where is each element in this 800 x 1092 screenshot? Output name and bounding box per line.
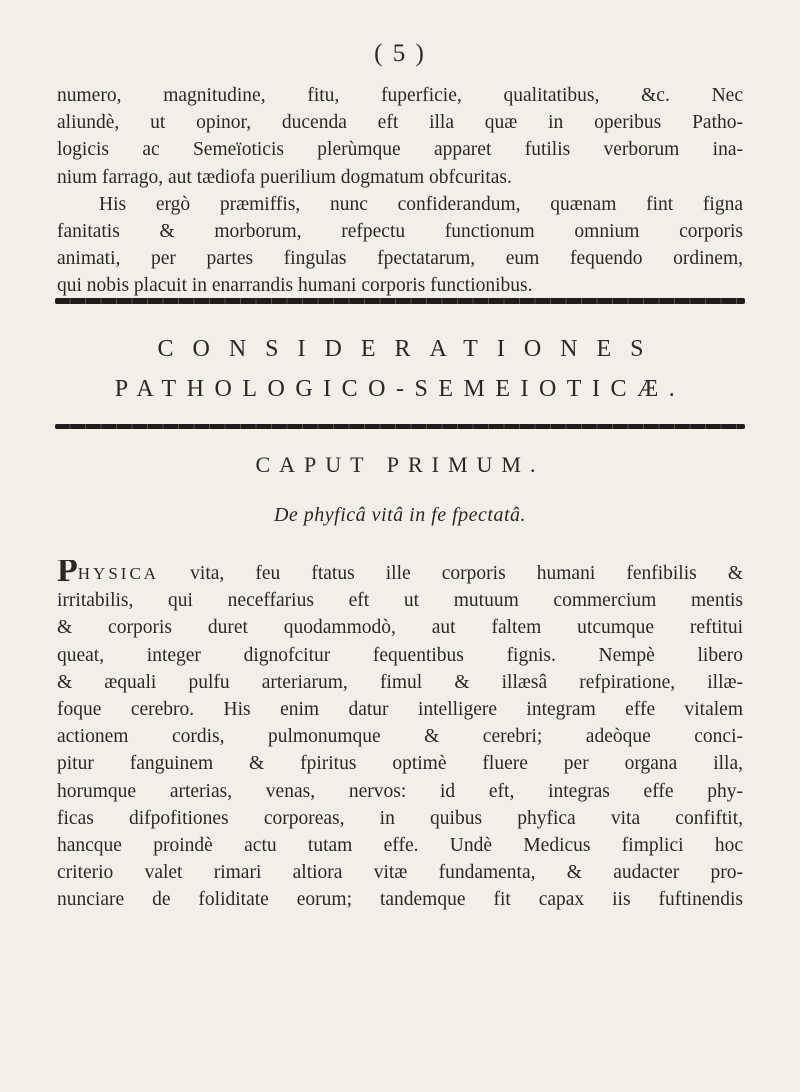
small-caps-word: HYSICA: [77, 564, 160, 583]
text-line: actionem cordis, pulmonumque & cerebri; adeòque conci-: [57, 726, 743, 748]
ornamental-rule-top: [55, 298, 745, 304]
text-line: horumque arterias, venas, nervos: id eft, integras effe phy-: [57, 780, 743, 802]
text-line: logicis ac Semeïoticis plerùmque apparet futilis verborum ina-: [57, 139, 743, 161]
first-text-line: [57, 560, 743, 587]
text-line: pitur fanguinem & fpiritus optimè fluere per organa illa,: [57, 753, 743, 775]
intro-paragraph: [57, 82, 743, 300]
text-line: fanitatis & morborum, refpectu functionum omnium corporis: [57, 220, 743, 242]
text-line: & æquali pulfu arteriarum, fimul & illæsâ refpiratione, illæ-: [57, 671, 743, 693]
text-line: criterio valet rimari altiora vitæ fundamenta, & audacter pro-: [57, 862, 743, 884]
text-line: nunciare de foliditate eorum; tandemque fit capax iis fuftinendis: [57, 889, 743, 911]
text-line: aliundè, ut opinor, ducenda eft illa quæ in operibus Patho-: [57, 112, 743, 134]
chapter-subtitle: De phyficâ vitâ in fe fpectatâ.: [273, 504, 527, 526]
section-heading-line-1: CONSIDERATIONES: [157, 336, 663, 362]
section-heading-line-2: PATHOLOGICO-SEMEIOTICÆ.: [114, 376, 686, 402]
text-line: His ergò præmiffis, nunc confiderandum, quænam fint figna: [99, 193, 743, 215]
text-line: numero, magnitudine, fitu, fuperficie, qualitatibus, &c. Nec: [57, 85, 743, 106]
text-line: irritabilis, qui neceffarius eft ut mutuum commercium mentis: [57, 590, 743, 612]
text-line: nium farrago, aut tædiofa puerilium dogmatum obfcuritas.: [57, 166, 512, 188]
ornamental-rule-bottom: [55, 424, 745, 429]
text-line: qui nobis placuit in enarrandis humani corporis functionibus.: [57, 275, 533, 297]
drop-cap: P: [57, 560, 78, 588]
text-line: ficas difpofitiones corporeas, in quibus phyfica vita confiftit,: [57, 807, 743, 829]
text-line: & corporis duret quodammodò, aut faltem utcumque reftitui: [57, 617, 743, 639]
chapter-title: CAPUT PRIMUM.: [255, 452, 545, 477]
page-number: ( 5 ): [374, 40, 426, 67]
text-line: animati, per partes fingulas fpectatarum, eum fequendo ordinem,: [57, 248, 743, 270]
first-line-rest: vita, feu ftatus ille corporis humani fenfibilis &: [159, 563, 743, 584]
text-line: foque cerebro. His enim datur intelligere integram effe vitalem: [57, 698, 743, 720]
text-line: hancque proindè actu tutam effe. Undè Medicus fimplici hoc: [57, 834, 743, 856]
main-paragraph: [57, 560, 743, 913]
text-line: queat, integer dignofcitur fequentibus fignis. Nempè libero: [57, 644, 743, 666]
